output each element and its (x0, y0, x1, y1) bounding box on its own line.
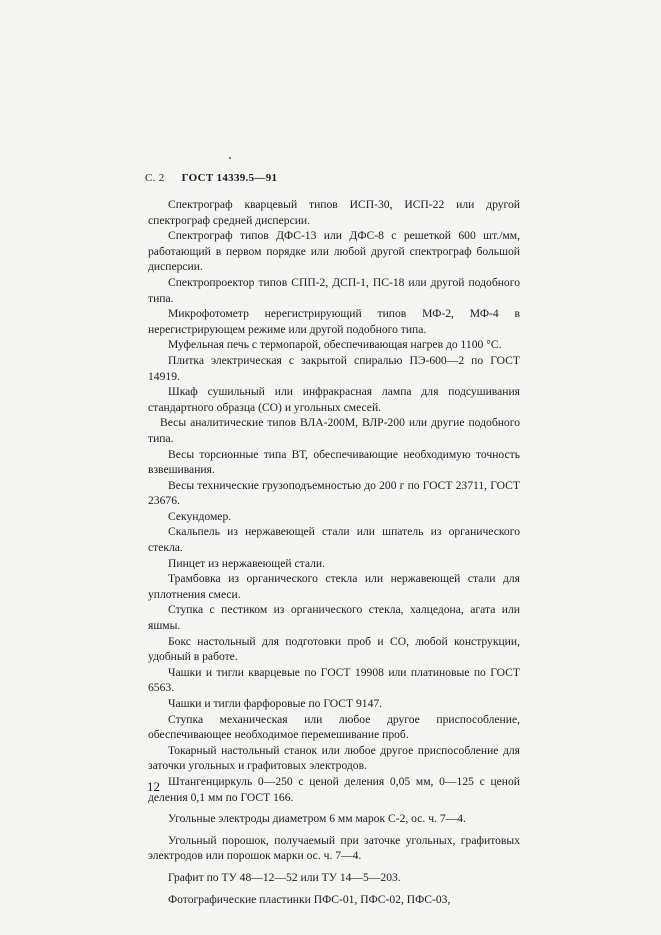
paragraph: Токарный настольный станок или любое другое приспособление для заточки угольных и графитовых электродов. (148, 743, 520, 773)
paragraph: Фотографические пластинки ПФС-01, ПФС-02, ПФС-03, (168, 892, 451, 906)
paragraph: Трамбовка из органического стекла или нержавеющей стали для уплотнения смеси. (148, 572, 520, 601)
body-text (148, 197, 520, 907)
paragraph: Весы технические грузоподъемностью до 200 г по ГОСТ 23711, ГОСТ 23676. (148, 478, 520, 508)
paragraph: Муфельная печь с термопарой, обеспечивающая нагрев до 1100 °С. (168, 338, 502, 352)
paragraph: Спектрограф типов ДФС-13 или ДФС-8 с решеткой 600 шт./мм, работающий в первом порядке или любой другой спектрограф большой дисперсии. (148, 229, 520, 274)
page-label: С. 2 (145, 172, 165, 184)
paragraph: Угольный порошок, получаемый при заточке угольных, графитовых электродов или порошок марки ос. ч. 7—4. (148, 833, 520, 863)
paragraph: Ступка с пестиком из органического стекла, халцедона, агата или яшмы. (148, 603, 520, 633)
scan-speck (229, 157, 231, 159)
paragraph: Весы аналитические типов ВЛА-200М, ВЛР-200 или другие подобного типа. (148, 416, 520, 445)
paragraph: Штангенциркуль 0—250 с ценой деления 0,05 мм, 0—125 с ценой деления 0,1 мм по ГОСТ 166. (148, 774, 520, 804)
paragraph: Скальпель из нержавеющей стали или шпатель из органического стекла. (148, 525, 520, 555)
paragraph: Микрофотометр нерегистрирующий типов МФ-2, МФ-4 в нерегистрирующем режиме или другой подобного типа. (148, 307, 520, 336)
paragraph: Весы торсионные типа ВТ, обеспечивающие необходимую точность взвешивания. (148, 447, 520, 477)
page-number: 12 (147, 779, 160, 794)
paragraph: Спектропроектор типов СПП-2, ДСП-1, ПС-18 или другой подобного типа. (148, 275, 520, 305)
paragraph: Бокс настольный для подготовки проб и СО, любой конструкции, удобный в работе. (148, 634, 520, 664)
paragraph: Шкаф сушильный или инфракрасная лампа для подсушивания стандартного образца (СО) и угольных смесей. (148, 385, 520, 414)
paragraph: Угольные электроды диаметром 6 мм марок С-2, ос. ч. 7—4. (168, 812, 466, 826)
paragraph: Плитка электрическая с закрытой спиралью ПЭ-600—2 по ГОСТ 14919. (148, 353, 520, 383)
page-header (145, 172, 277, 184)
paragraph: Пинцет из нержавеющей стали. (168, 556, 325, 570)
paragraph: Чашки и тигли кварцевые по ГОСТ 19908 или платиновые по ГОСТ 6563. (148, 665, 520, 695)
paragraph: Спектрограф кварцевый типов ИСП-30, ИСП-22 или другой спектрограф средней дисперсии. (148, 198, 520, 227)
paragraph: Графит по ТУ 48—12—52 или ТУ 14—5—203. (168, 870, 401, 884)
paragraph: Ступка механическая или любое другое приспособление, обеспечивающее необходимое перемешивание проб. (148, 712, 520, 742)
paragraph: Секундомер. (168, 509, 232, 523)
standard-number: ГОСТ 14339.5—91 (181, 172, 278, 184)
paragraph: Чашки и тигли фарфоровые по ГОСТ 9147. (168, 697, 383, 710)
